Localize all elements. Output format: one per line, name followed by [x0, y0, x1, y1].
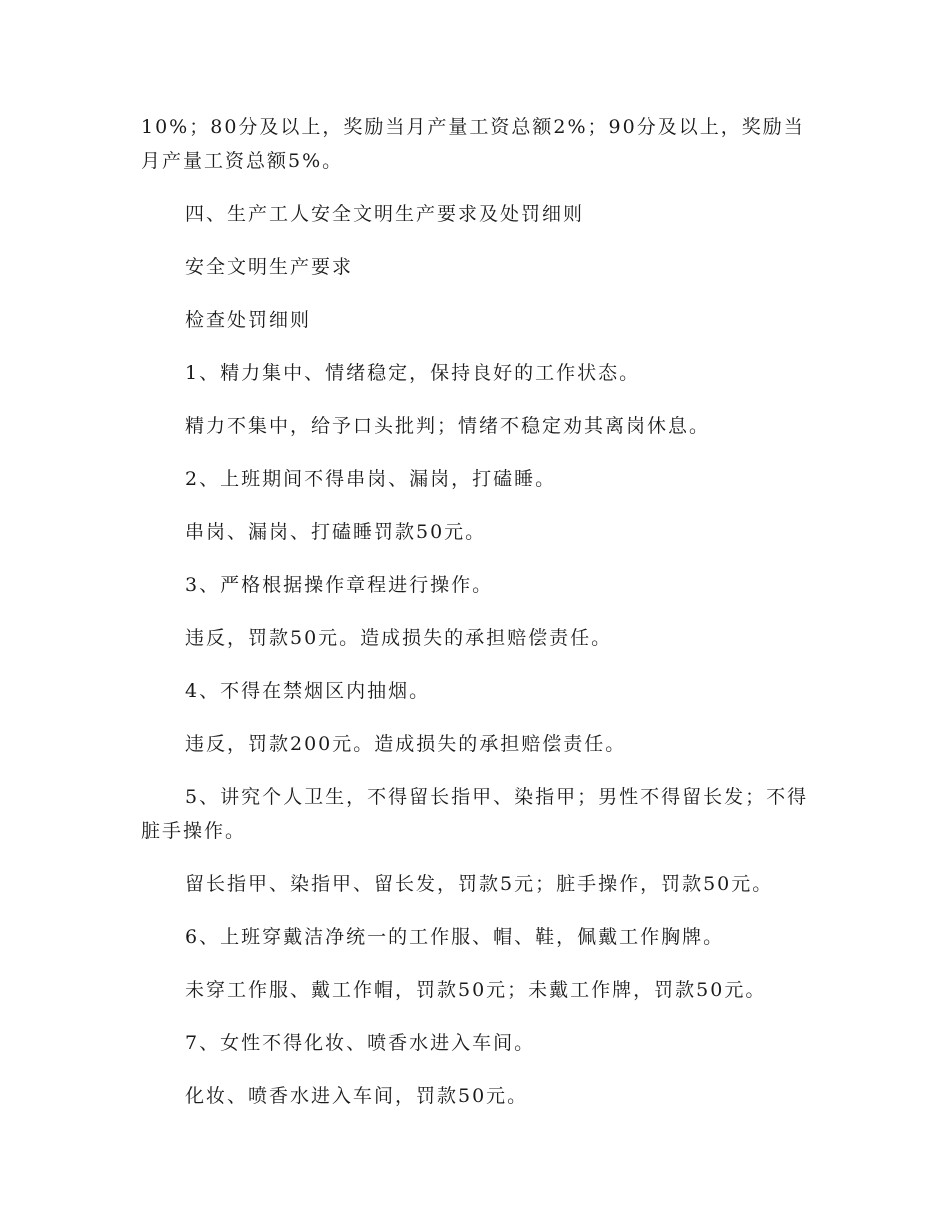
- penalty-7: 化妆、喷香水进入车间，罚款50元。: [185, 1085, 529, 1107]
- subheading-penalties: 检查处罚细则: [185, 309, 312, 331]
- rule-3: 3、严格根据操作章程进行操作。: [185, 574, 494, 596]
- rule-5: 5、讲究个人卫生，不得留长指甲、染指甲；男性不得留长发；不得脏手操作。: [141, 786, 809, 842]
- penalty-2: 串岗、漏岗、打磕睡罚款50元。: [185, 521, 487, 543]
- document-body: [141, 110, 809, 1132]
- paragraph-bonus-continuation: 10%；80分及以上，奖励当月产量工资总额2%；90分及以上，奖励当月产量工资总额5%。: [141, 116, 805, 172]
- rule-6: 6、上班穿戴洁净统一的工作服、帽、鞋，佩戴工作胸牌。: [185, 926, 725, 948]
- rule-7: 7、女性不得化妆、喷香水进入车间。: [185, 1032, 536, 1054]
- subheading-requirements: 安全文明生产要求: [185, 256, 354, 278]
- penalty-3: 违反，罚款50元。造成损失的承担赔偿责任。: [185, 627, 613, 649]
- penalty-5: 留长指甲、染指甲、留长发，罚款5元；脏手操作，罚款50元。: [185, 873, 774, 895]
- penalty-1: 精力不集中，给予口头批判；情绪不稳定劝其离岗休息。: [185, 415, 711, 437]
- penalty-4: 违反，罚款200元。造成损失的承担赔偿责任。: [185, 733, 627, 755]
- section-heading-safety: 四、生产工人安全文明生产要求及处罚细则: [185, 203, 585, 225]
- rule-2: 2、上班期间不得串岗、漏岗，打磕睡。: [185, 468, 557, 490]
- penalty-6: 未穿工作服、戴工作帽，罚款50元；未戴工作牌，罚款50元。: [185, 979, 767, 1001]
- rule-1: 1、精力集中、情绪稳定，保持良好的工作状态。: [185, 362, 641, 384]
- rule-4: 4、不得在禁烟区内抽烟。: [185, 680, 431, 702]
